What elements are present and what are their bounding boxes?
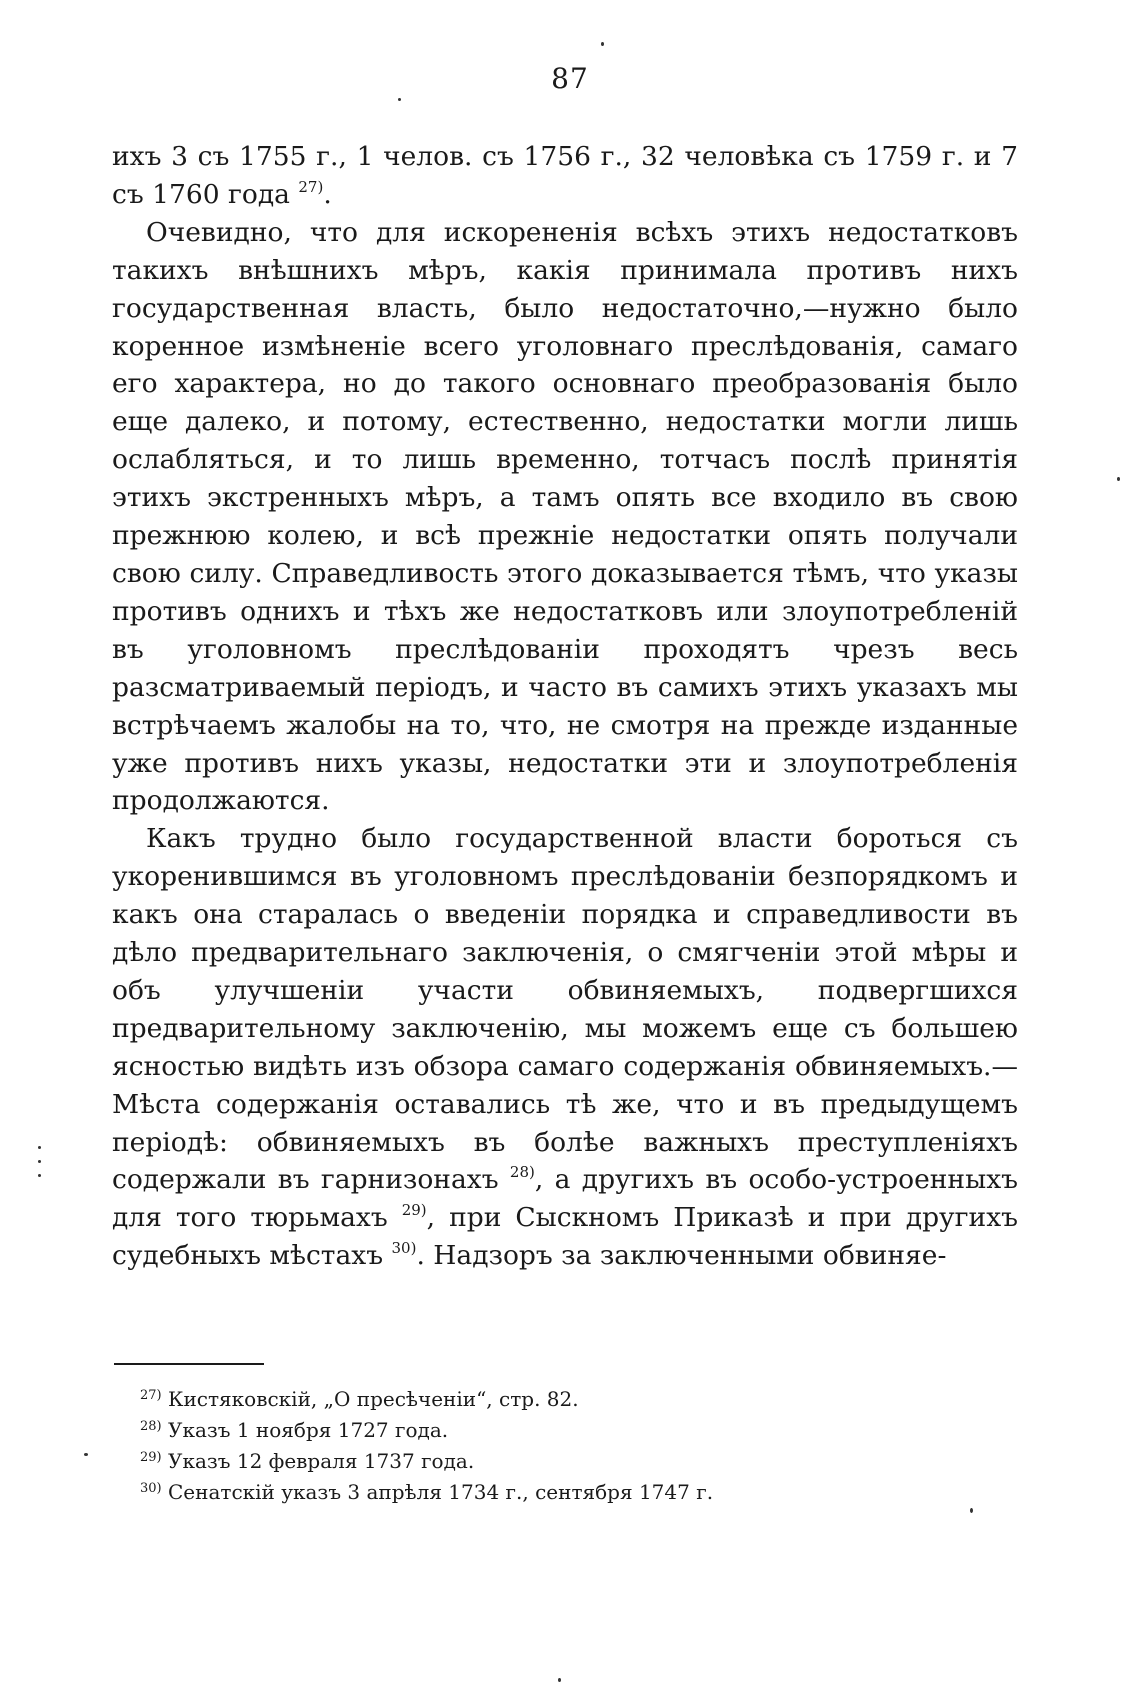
footnote-ref-29[interactable]: 29) bbox=[401, 1201, 427, 1220]
page-number: 87 bbox=[551, 62, 589, 95]
footnote-28: $^{28)}$ Указъ 1 ноября 1727 года. bbox=[140, 1418, 449, 1442]
footnote-ref-28[interactable]: 28) bbox=[509, 1163, 535, 1182]
footnote-29: $^{29)}$ Указъ 12 февраля 1737 года. bbox=[140, 1449, 475, 1473]
footnote-ref-30[interactable]: 30) bbox=[391, 1239, 417, 1258]
scan-speck bbox=[398, 98, 401, 101]
paragraph-1: ихъ 3 съ 1755 г., 1 челов. съ 1756 г., 32 человѣка съ 1759 г. и 7 съ 1760 года $^{27)}$. bbox=[112, 141, 1018, 210]
footnote-27: $^{27)}$ Кистяковскій, „О пресѣченіи“, стр. 82. bbox=[140, 1387, 579, 1411]
footnotes bbox=[140, 1384, 860, 1508]
scan-speck bbox=[558, 1678, 561, 1682]
paragraph-2: Очевидно, что для искорененія всѣхъ этихъ недостатковъ такихъ внѣшнихъ мѣръ, какія принимала противъ нихъ государственная власть, было недостаточно,—нужно было коренное измѣненіе всего уголовнаго преслѣдованія, самаго его характера, но до такого основнаго преобразованія было еще далеко, и потому, естественно, недостатки могли лишь ослабляться, и то лишь временно, тотчасъ послѣ принятія этихъ экстренныхъ мѣръ, а тамъ опять все входило въ свою прежнюю колею, и всѣ прежніе недостатки опять получали свою силу. Справедливость этого доказывается тѣмъ, что указы противъ однихъ и тѣхъ же недостатковъ или злоупотребленій въ уголовномъ преслѣдованіи проходятъ чрезъ весь разсматриваемый періодъ, и часто въ самихъ этихъ указахъ мы встрѣчаемъ жалобы на то, что, не смотря на прежде изданные уже противъ нихъ указы, недостатки эти и злоупотребленія продолжаются. bbox=[112, 216, 1018, 817]
scan-speck bbox=[1117, 477, 1120, 481]
body-text bbox=[112, 138, 1018, 1275]
footnote-separator bbox=[114, 1363, 264, 1365]
paragraph-3: Какъ трудно было государственной власти бороться съ укоренившимся въ уголовномъ преслѣдованіи безпорядкомъ и какъ она старалась о введеніи порядка и справедливости въ дѣло предварительнаго заключенія, о смягченіи этой мѣры и объ улучшеніи участи обвиняемыхъ, подвергшихся предварительному заключенію, мы можемъ еще съ большею ясностью видѣть изъ обзора самаго содержанія обвиняемыхъ.—Мѣста содержанія оставались тѣ же, что и въ предыдущемъ періодѣ: обвиняемыхъ въ болѣе важныхъ преступленіяхъ содержали въ гарнизонахъ $^{28)}$, а другихъ въ особо-устроенныхъ для того тюрьмахъ $^{29)}$, при Сыскномъ Приказѣ и при другихъ судебныхъ мѣстахъ $^{30)}$. Надзоръ за заключенными обвиняе- bbox=[112, 823, 1018, 1272]
footnote-30: $^{30)}$ Сенатскій указъ 3 апрѣля 1734 г., сентября 1747 г. bbox=[140, 1480, 714, 1504]
scan-speck bbox=[38, 1160, 41, 1163]
scan-speck bbox=[38, 1146, 41, 1149]
scan-speck bbox=[84, 1453, 88, 1456]
scan-speck bbox=[38, 1174, 41, 1177]
footnote-ref-27[interactable]: 27) bbox=[298, 177, 324, 196]
scan-speck bbox=[970, 1508, 973, 1513]
scan-speck bbox=[601, 42, 604, 46]
